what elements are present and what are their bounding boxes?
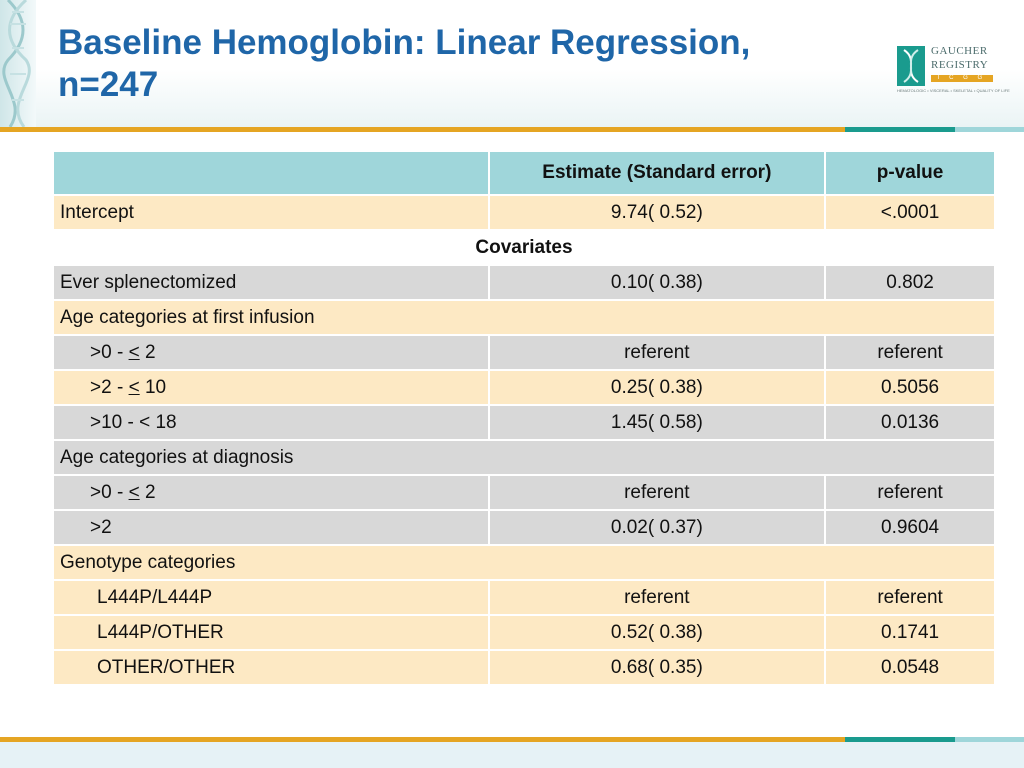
row-label: Ever splenectomized	[53, 265, 489, 300]
section-label: Age categories at first infusion	[53, 300, 995, 335]
row-label: >0 - < 2	[53, 335, 489, 370]
row-label: >2 - < 10	[53, 370, 489, 405]
p-value-cell: 0.5056	[825, 370, 995, 405]
logo-mark-icon	[897, 46, 925, 86]
estimate-cell: 0.68( 0.35)	[489, 650, 826, 685]
gaucher-registry-logo	[897, 42, 1010, 96]
row-label: OTHER/OTHER	[53, 650, 489, 685]
estimate-cell: 1.45( 0.58)	[489, 405, 826, 440]
table-row	[53, 335, 995, 370]
regression-table	[52, 150, 996, 686]
row-label: >10 - < 18	[53, 405, 489, 440]
table-row-section-age-diagnosis	[53, 440, 995, 475]
table-row	[53, 510, 995, 545]
table-row-intercept	[53, 195, 995, 230]
covariates-heading: Covariates	[53, 230, 995, 265]
table-row	[53, 370, 995, 405]
p-value-cell: 0.802	[825, 265, 995, 300]
table-row-splenectomized	[53, 265, 995, 300]
row-label: >0 - < 2	[53, 475, 489, 510]
estimate-cell: referent	[489, 580, 826, 615]
header-estimate: Estimate (Standard error)	[489, 151, 826, 195]
logo-text-line1: GAUCHER	[931, 45, 988, 57]
p-value-cell: referent	[825, 580, 995, 615]
table-row-section-genotype	[53, 545, 995, 580]
estimate-cell: referent	[489, 335, 826, 370]
estimate-cell: 0.25( 0.38)	[489, 370, 826, 405]
table-header-row	[53, 151, 995, 195]
slide-header	[0, 0, 1024, 127]
slide-title: Baseline Hemoglobin: Linear Regression, n=247	[58, 23, 751, 104]
dna-helix-decoration	[0, 0, 36, 127]
table-row	[53, 650, 995, 685]
p-value-cell: 0.9604	[825, 510, 995, 545]
estimate-cell: 0.52( 0.38)	[489, 615, 826, 650]
row-label: L444P/L444P	[53, 580, 489, 615]
p-value-cell: 0.0548	[825, 650, 995, 685]
slide-footer	[0, 742, 1024, 768]
row-label: >2	[53, 510, 489, 545]
logo-tagline: HEMATOLOGIC • VISCERAL • SKELETAL • QUALITY OF LIFE	[897, 88, 1010, 93]
p-value-cell: referent	[825, 335, 995, 370]
table-row	[53, 405, 995, 440]
table-row-section-age-first-infusion	[53, 300, 995, 335]
p-value-cell: referent	[825, 475, 995, 510]
header-empty-cell	[53, 151, 489, 195]
logo-text-line2: REGISTRY	[931, 59, 989, 71]
estimate-cell: referent	[489, 475, 826, 510]
estimate-cell: 0.10( 0.38)	[489, 265, 826, 300]
header-p-value: p-value	[825, 151, 995, 195]
header-divider	[0, 127, 1024, 132]
p-value-cell: <.0001	[825, 195, 995, 230]
section-label: Age categories at diagnosis	[53, 440, 995, 475]
table-row-covariates-heading	[53, 230, 995, 265]
estimate-cell: 0.02( 0.37)	[489, 510, 826, 545]
table-row	[53, 580, 995, 615]
estimate-cell: 9.74( 0.52)	[489, 195, 826, 230]
p-value-cell: 0.0136	[825, 405, 995, 440]
table-row	[53, 475, 995, 510]
row-label: L444P/OTHER	[53, 615, 489, 650]
table-row	[53, 615, 995, 650]
p-value-cell: 0.1741	[825, 615, 995, 650]
logo-bar: I C G G	[931, 75, 993, 82]
section-label: Genotype categories	[53, 545, 995, 580]
row-label: Intercept	[53, 195, 489, 230]
